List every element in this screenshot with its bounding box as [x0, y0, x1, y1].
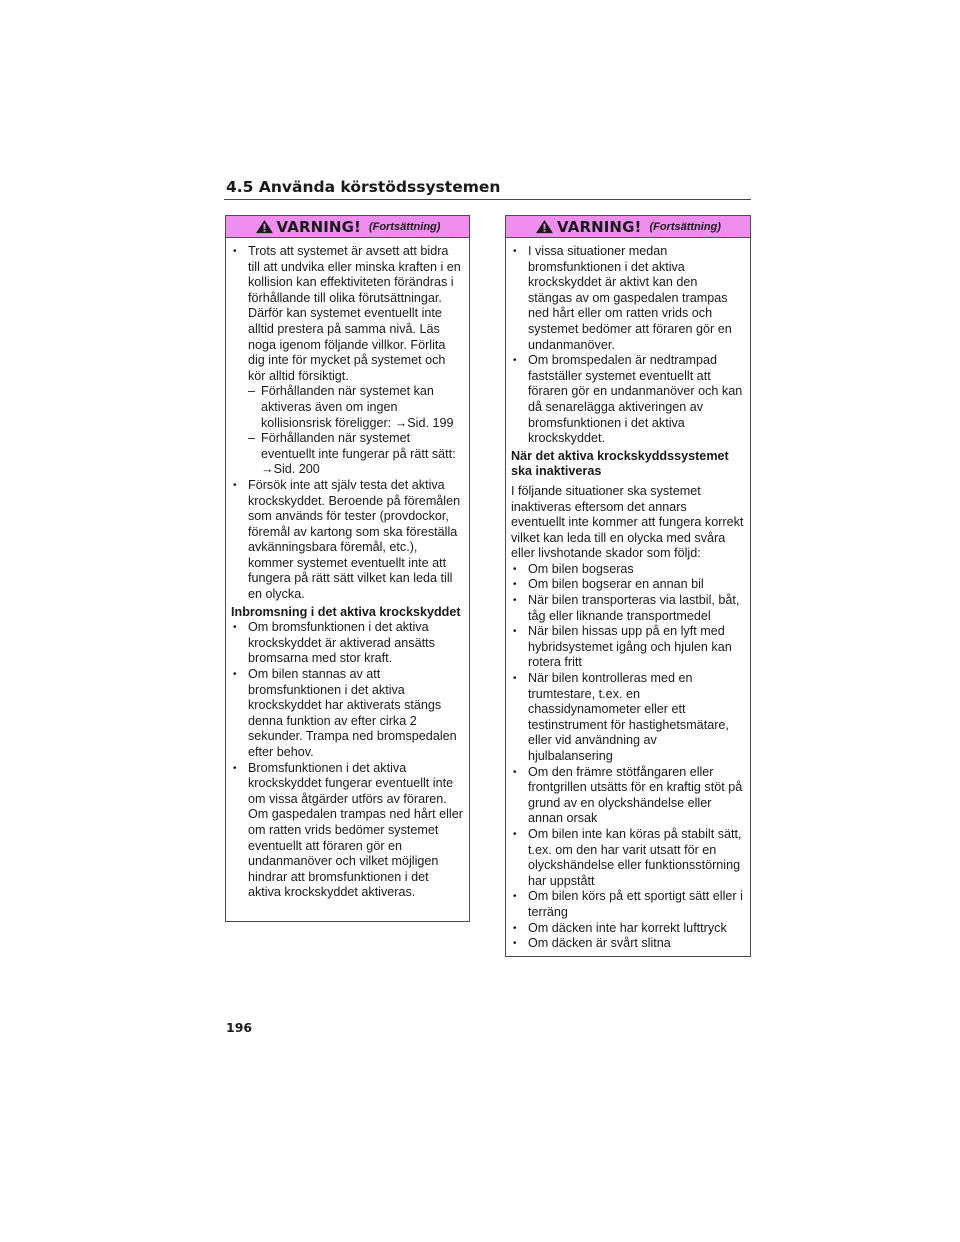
list-item: • I vissa situationer medan bromsfunktionen i det aktiva krockskyddet är aktivt kan den stängas av om gaspedalen trampas ned hårt eller om ratten vrids och systemet bedömer att föraren gör en undanmanöver. — [511, 244, 744, 353]
warning-label: VARNING! — [276, 217, 361, 236]
subheading: Inbromsning i det aktiva krockskyddet — [231, 604, 461, 619]
list-item: • Om däcken inte har korrekt lufttryck — [511, 921, 744, 937]
section-title: 4.5 Använda körstödssystemen — [226, 178, 501, 196]
list-item: – Förhållanden när systemet kan aktiveras även om ingen kollisionsrisk föreligger: →Sid. 199 — [248, 384, 463, 431]
paragraph: I följande situationer ska systemet inaktiveras eftersom det annars eventuellt inte kommer att fungera korrekt vilket kan leda till en olycka med svåra eller livshotande skador som följd: — [511, 483, 744, 561]
warning-header — [506, 216, 750, 238]
title-divider — [224, 199, 751, 200]
list-item: • När bilen hissas upp på en lyft med hybridsystemet igång och hjulen kan rotera fritt — [511, 624, 744, 671]
continuation-label: (Fortsättning) — [649, 220, 721, 233]
list-item: • När bilen kontrolleras med en trumtestare, t.ex. en chassidynamometer eller ett testinstrument för hastighetsmätare, eller vid användning av hjulbalansering — [511, 671, 744, 765]
list-item: • Om bromspedalen är nedtrampad fastställer systemet eventuellt att föraren gör en undanmanöver och kan då senarelägga aktiveringen av bromsfunktionen i det aktiva krockskyddet. — [511, 353, 744, 447]
list-item: • När bilen transporteras via lastbil, båt, tåg eller liknande transportmedel — [511, 593, 744, 624]
list-item: • Om däcken är svårt slitna — [511, 936, 744, 952]
warning-box-left — [225, 215, 470, 922]
list-item: • Om den främre stötfångaren eller frontgrillen utsätts för en kraftig stöt på grund av en olyckshändelse eller annan orsak — [511, 765, 744, 827]
list-item: • Om bromsfunktionen i det aktiva krockskyddet är aktiverad ansätts bromsarna med stor kraft. — [231, 620, 463, 667]
list-item: • Trots att systemet är avsett att bidra till att undvika eller minska kraften i en kollision kan effektiviteten förändras i förhållande till olika förutsättningar. Därför kan systemet eventuellt inte alltid prestera på samma nivå. Läs noga igenom följande villkor. Förlita dig inte för mycket på systemet och kör alltid försiktigt. – Förhållanden när systemet kan aktiveras även om ingen kollisionsrisk föreligger: →Sid. 199 – Förhållanden när systemet eventuellt inte fungerar på rätt sätt: →Sid. 200 — [231, 244, 463, 478]
warning-triangle-icon — [535, 219, 554, 234]
warning-label: VARNING! — [557, 217, 642, 236]
list-item: • Försök inte att själv testa det aktiva krockskyddet. Beroende på föremålen som används för tester (provdockor, föremål av kartong som ska föreställa avkänningsbara föremål, etc.), kommer systemet eventuellt inte att fungera på rätt sätt vilket kan leda till en olycka. — [231, 478, 463, 603]
warning-box-right — [505, 215, 751, 957]
list-item: • Om bilen inte kan köras på stabilt sätt, t.ex. om den har varit utsatt för en olyckshändelse eller funktionsstörning har uppstått — [511, 827, 744, 889]
page-number: 196 — [226, 1020, 253, 1035]
subheading: När det aktiva krockskyddssystemet ska inaktiveras — [511, 448, 729, 479]
list-item: – Förhållanden när systemet eventuellt inte fungerar på rätt sätt: →Sid. 200 — [248, 431, 463, 478]
continuation-label: (Fortsättning) — [368, 220, 441, 233]
list-item: • Om bilen bogseras — [511, 562, 744, 578]
warning-body — [226, 238, 469, 901]
list-item: • Om bilen stannas av att bromsfunktionen i det aktiva krockskyddet har aktiverats stängs denna funktion av efter cirka 2 sekunder. Trampa ned bromspedalen efter behov. — [231, 667, 463, 761]
list-item: • Bromsfunktionen i det aktiva krockskyddet fungerar eventuellt inte om vissa åtgärder utförs av föraren. Om gaspedalen trampas ned hårt eller om ratten vrids bedömer systemet eventuellt att föraren gör en undanmanöver och vilket möjligen hindrar att bromsfunktionen i det aktiva krockskyddet aktiveras. — [231, 761, 463, 901]
list-item: • Om bilen körs på ett sportigt sätt eller i terräng — [511, 889, 744, 920]
warning-body — [506, 238, 750, 952]
warning-header — [226, 216, 469, 238]
warning-triangle-icon — [255, 219, 274, 234]
list-item: • Om bilen bogserar en annan bil — [511, 577, 744, 593]
